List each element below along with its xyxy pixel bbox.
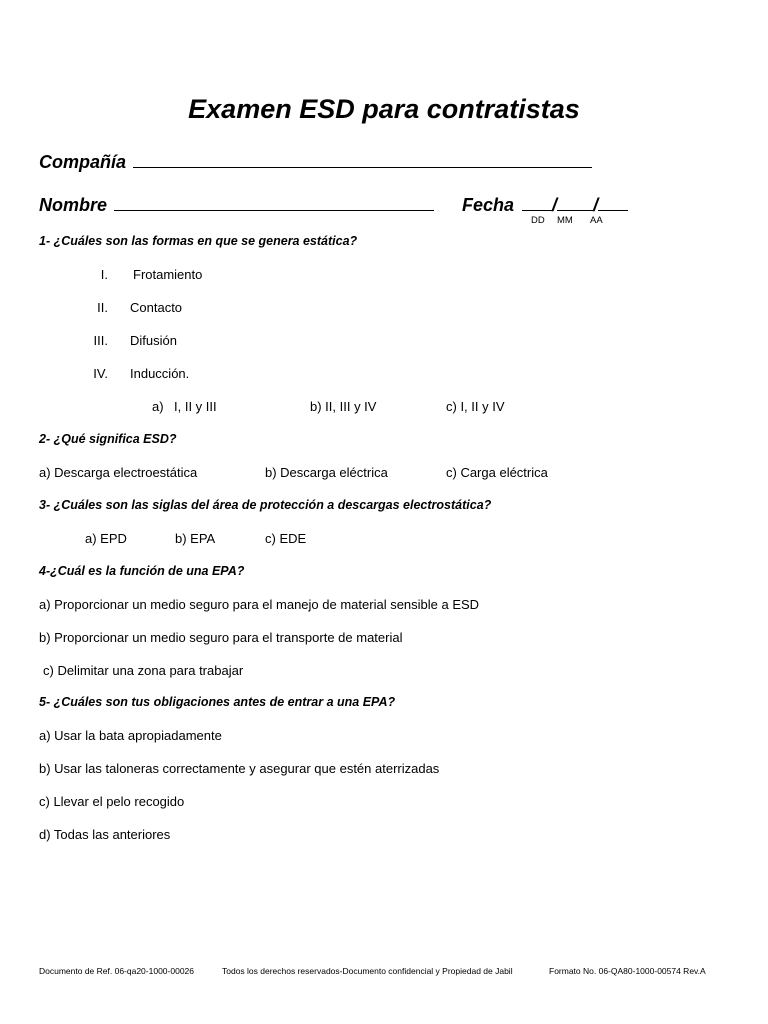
answer-option[interactable]: a) Proporcionar un medio seguro para el manejo de material sensible a ESD xyxy=(39,597,480,612)
list-item: Inducción. xyxy=(130,366,190,381)
page-title: Examen ESD para contratistas xyxy=(188,94,580,124)
answer-option[interactable]: b) Descarga eléctrica xyxy=(265,465,388,480)
date-year-blank[interactable] xyxy=(598,194,628,211)
answer-option[interactable]: c) Llevar el pelo recogido xyxy=(39,794,185,809)
company-field xyxy=(39,151,592,173)
question-5: 5- ¿Cuáles son tus obligaciones antes de entrar a una EPA? xyxy=(39,695,396,709)
date-label: Fecha xyxy=(462,195,515,215)
list-item: Frotamiento xyxy=(133,267,203,282)
question-1: 1- ¿Cuáles son las formas en que se genera estática? xyxy=(39,234,358,248)
name-label: Nombre xyxy=(39,195,108,215)
answer-option[interactable]: a) EPD xyxy=(85,531,127,546)
name-field xyxy=(39,194,434,216)
answer-option[interactable]: b) Usar las taloneras correctamente y asegurar que estén aterrizadas xyxy=(39,761,440,776)
company-label: Compañía xyxy=(39,152,127,172)
answer-option-marker: a) xyxy=(152,399,164,414)
date-separator: / xyxy=(552,195,558,215)
answer-option[interactable]: c) Delimitar una zona para trabajar xyxy=(43,663,244,678)
answer-option[interactable]: a) Descarga electroestática xyxy=(39,465,198,480)
date-month-blank[interactable] xyxy=(557,194,593,211)
footer-reference: Documento de Ref. 06-qa20-1000-00026 xyxy=(39,966,194,976)
date-hint-month: MM xyxy=(557,215,573,226)
question-4: 4-¿Cuál es la función de una EPA? xyxy=(39,564,245,578)
date-field xyxy=(462,194,628,216)
numeral: II. xyxy=(97,300,108,315)
question-2: 2- ¿Qué significa ESD? xyxy=(39,432,177,446)
answer-option[interactable]: c) Carga eléctrica xyxy=(446,465,548,480)
numeral: I. xyxy=(100,267,108,282)
name-blank[interactable] xyxy=(114,194,434,211)
date-hint-year: AA xyxy=(590,215,603,226)
numeral: III. xyxy=(93,333,108,348)
date-day-blank[interactable] xyxy=(522,194,552,211)
date-hint-day: DD xyxy=(531,215,545,226)
footer-rights: Todos los derechos reservados-Documento confidencial y Propiedad de Jabil xyxy=(222,966,513,976)
list-item: Contacto xyxy=(130,300,183,315)
numeral: IV. xyxy=(93,366,108,381)
answer-option[interactable]: b) II, III y IV xyxy=(310,399,377,414)
list-item: Difusión xyxy=(130,333,177,348)
company-blank[interactable] xyxy=(133,151,592,168)
answer-option[interactable]: c) EDE xyxy=(265,531,307,546)
question-3: 3- ¿Cuáles son las siglas del área de protección a descargas electrostática? xyxy=(39,498,492,512)
footer-format: Formato No. 06-QA80-1000-00574 Rev.A xyxy=(549,966,706,976)
answer-option[interactable]: d) Todas las anteriores xyxy=(39,827,171,842)
answer-option[interactable]: a) Usar la bata apropiadamente xyxy=(39,728,222,743)
answer-option[interactable]: c) I, II y IV xyxy=(446,399,505,414)
answer-option[interactable]: b) EPA xyxy=(175,531,216,546)
date-separator: / xyxy=(593,195,599,215)
answer-option[interactable]: I, II y III xyxy=(174,399,217,414)
answer-option[interactable]: b) Proporcionar un medio seguro para el transporte de material xyxy=(39,630,403,645)
